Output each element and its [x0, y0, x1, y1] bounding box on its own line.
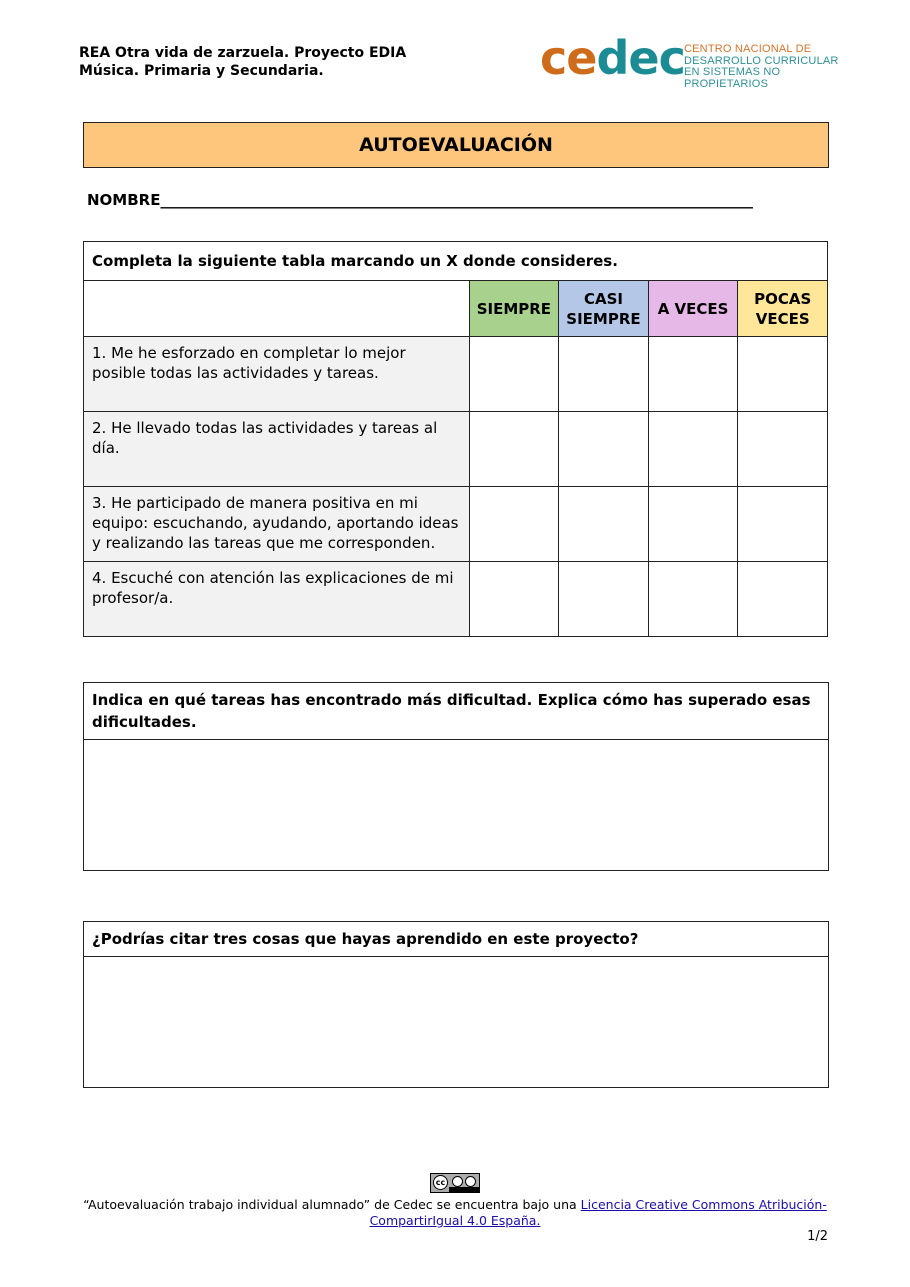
mark-cell[interactable]: [738, 337, 828, 412]
page-number: 1/2: [807, 1229, 828, 1244]
logo-wordmark: cedec: [540, 31, 685, 85]
column-header-siempre: SIEMPRE: [469, 281, 559, 337]
mark-cell[interactable]: [469, 337, 559, 412]
name-field[interactable]: NOMBRE_______________________________________________________________________________: [87, 191, 753, 209]
mark-cell[interactable]: [738, 487, 828, 562]
table-row: [84, 562, 828, 637]
difficulty-question-box: [83, 682, 829, 871]
table-row: [84, 337, 828, 412]
mark-cell[interactable]: [648, 412, 738, 487]
mark-cell[interactable]: [559, 562, 649, 637]
license-link[interactable]: Licencia Creative Commons Atribución-: [580, 1197, 827, 1212]
learned-question-box: [83, 921, 829, 1088]
mark-cell[interactable]: [559, 412, 649, 487]
creative-commons-icon: cc: [430, 1173, 480, 1193]
mark-cell[interactable]: [648, 562, 738, 637]
license-text: “Autoevaluación trabajo individual alumnado” de Cedec se encuentra bajo una: [83, 1197, 581, 1212]
mark-cell[interactable]: [648, 337, 738, 412]
table-row: [84, 487, 828, 562]
license-footer: [0, 1173, 910, 1229]
learned-question: ¿Podrías citar tres cosas que hayas aprendido en este proyecto?: [84, 922, 829, 957]
header-line-2: Música. Primaria y Secundaria.: [79, 63, 324, 79]
document-header: [79, 44, 406, 80]
mark-cell[interactable]: [648, 487, 738, 562]
table-instruction: Completa la siguiente tabla marcando un X donde consideres.: [84, 242, 828, 281]
page-title: AUTOEVALUACIÓN: [83, 122, 829, 168]
column-header-casi-siempre: CASI SIEMPRE: [559, 281, 649, 337]
table-row: [84, 412, 828, 487]
mark-cell[interactable]: [559, 337, 649, 412]
mark-cell[interactable]: [738, 412, 828, 487]
learned-answer-area[interactable]: [84, 957, 829, 1088]
row-statement: 3. He participado de manera positiva en mi equipo: escuchando, ayudando, aportando ideas y realizando las tareas que me corresponden.: [84, 487, 470, 562]
table-header-row: [84, 281, 828, 337]
mark-cell[interactable]: [469, 487, 559, 562]
self-assessment-table: [83, 241, 828, 637]
column-header-a-veces: A VECES: [648, 281, 738, 337]
mark-cell[interactable]: [469, 412, 559, 487]
mark-cell[interactable]: [469, 562, 559, 637]
cedec-logo: [540, 31, 850, 90]
mark-cell[interactable]: [738, 562, 828, 637]
row-statement: 2. He llevado todas las actividades y tareas al día.: [84, 412, 470, 487]
row-statement: 4. Escuché con atención las explicaciones de mi profesor/a.: [84, 562, 470, 637]
header-line-1: REA Otra vida de zarzuela. Proyecto EDIA: [79, 45, 407, 61]
license-link-continued[interactable]: CompartirIgual 4.0 España.: [369, 1213, 541, 1228]
logo-tagline: CENTRO NACIONAL DE DESARROLLO CURRICULAR EN SISTEMAS NO PROPIETARIOS: [684, 43, 839, 90]
row-statement: 1. Me he esforzado en completar lo mejor posible todas las actividades y tareas.: [84, 337, 470, 412]
column-header-pocas-veces: POCAS VECES: [738, 281, 828, 337]
header-empty-cell: [84, 281, 470, 337]
difficulty-answer-area[interactable]: [84, 740, 829, 871]
difficulty-question: Indica en qué tareas has encontrado más dificultad. Explica cómo has superado esas dificultades.: [84, 683, 829, 740]
mark-cell[interactable]: [559, 487, 649, 562]
